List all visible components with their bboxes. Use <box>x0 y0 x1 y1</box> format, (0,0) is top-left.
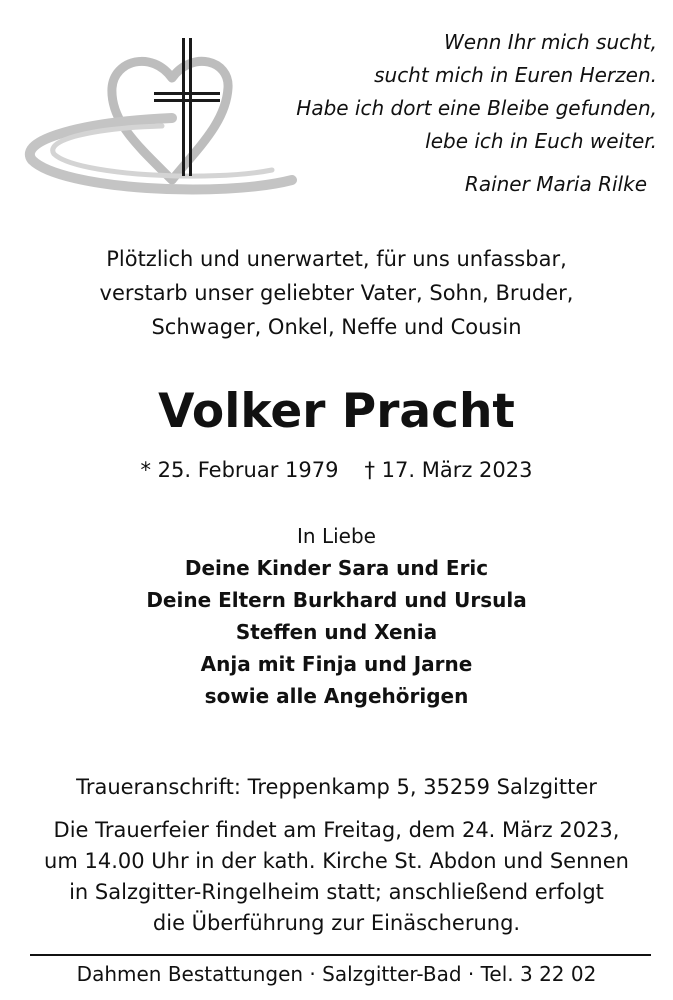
ceremony-line: Die Trauerfeier findet am Freitag, dem 24. März 2023, <box>53 818 620 842</box>
mourner-line: Deine Eltern Burkhard und Ursula <box>146 588 527 612</box>
mourner-line: Deine Kinder Sara und Eric <box>184 556 489 580</box>
funeral-home-footer: Dahmen Bestattungen · Salzgitter-Bad · Tel. 3 22 02 <box>76 962 597 986</box>
footer-divider <box>30 954 651 956</box>
birth-date: * 25. Februar 1979 <box>140 458 339 482</box>
mourners-list <box>0 520 673 712</box>
ceremony-line: in Salzgitter-Ringelheim statt; anschließend erfolgt <box>69 880 604 904</box>
mourning-address: Traueranschrift: Treppenkamp 5, 35259 Salzgitter <box>76 775 597 799</box>
announcement-line: Schwager, Onkel, Neffe und Cousin <box>151 315 522 339</box>
poem-author: Rainer Maria Rilke <box>464 172 647 196</box>
mourners-heading: In Liebe <box>297 524 376 548</box>
poem-line: sucht mich in Euren Herzen. <box>374 63 657 87</box>
announcement-text <box>0 242 673 344</box>
announcement-line: Plötzlich und unerwartet, für uns unfassbar, <box>106 247 567 271</box>
poem-line: lebe ich in Euch weiter. <box>425 129 657 153</box>
life-dates <box>0 453 673 487</box>
mourner-line: sowie alle Angehörigen <box>204 684 469 708</box>
poem-line: Habe ich dort eine Bleibe gefunden, <box>296 96 657 120</box>
poem-quote <box>237 26 657 201</box>
ceremony-line: die Überführung zur Einäscherung. <box>152 911 521 935</box>
ceremony-line: um 14.00 Uhr in der kath. Kirche St. Abdon und Sennen <box>44 849 629 873</box>
mourner-line: Anja mit Finja und Jarne <box>200 652 473 676</box>
deceased-name: Volker Pracht <box>158 384 515 439</box>
death-date: † 17. März 2023 <box>364 458 533 482</box>
mourner-line: Steffen und Xenia <box>235 620 438 644</box>
announcement-line: verstarb unser geliebter Vater, Sohn, Bruder, <box>99 281 574 305</box>
ceremony-info <box>0 815 673 939</box>
poem-line: Wenn Ihr mich sucht, <box>444 30 657 54</box>
